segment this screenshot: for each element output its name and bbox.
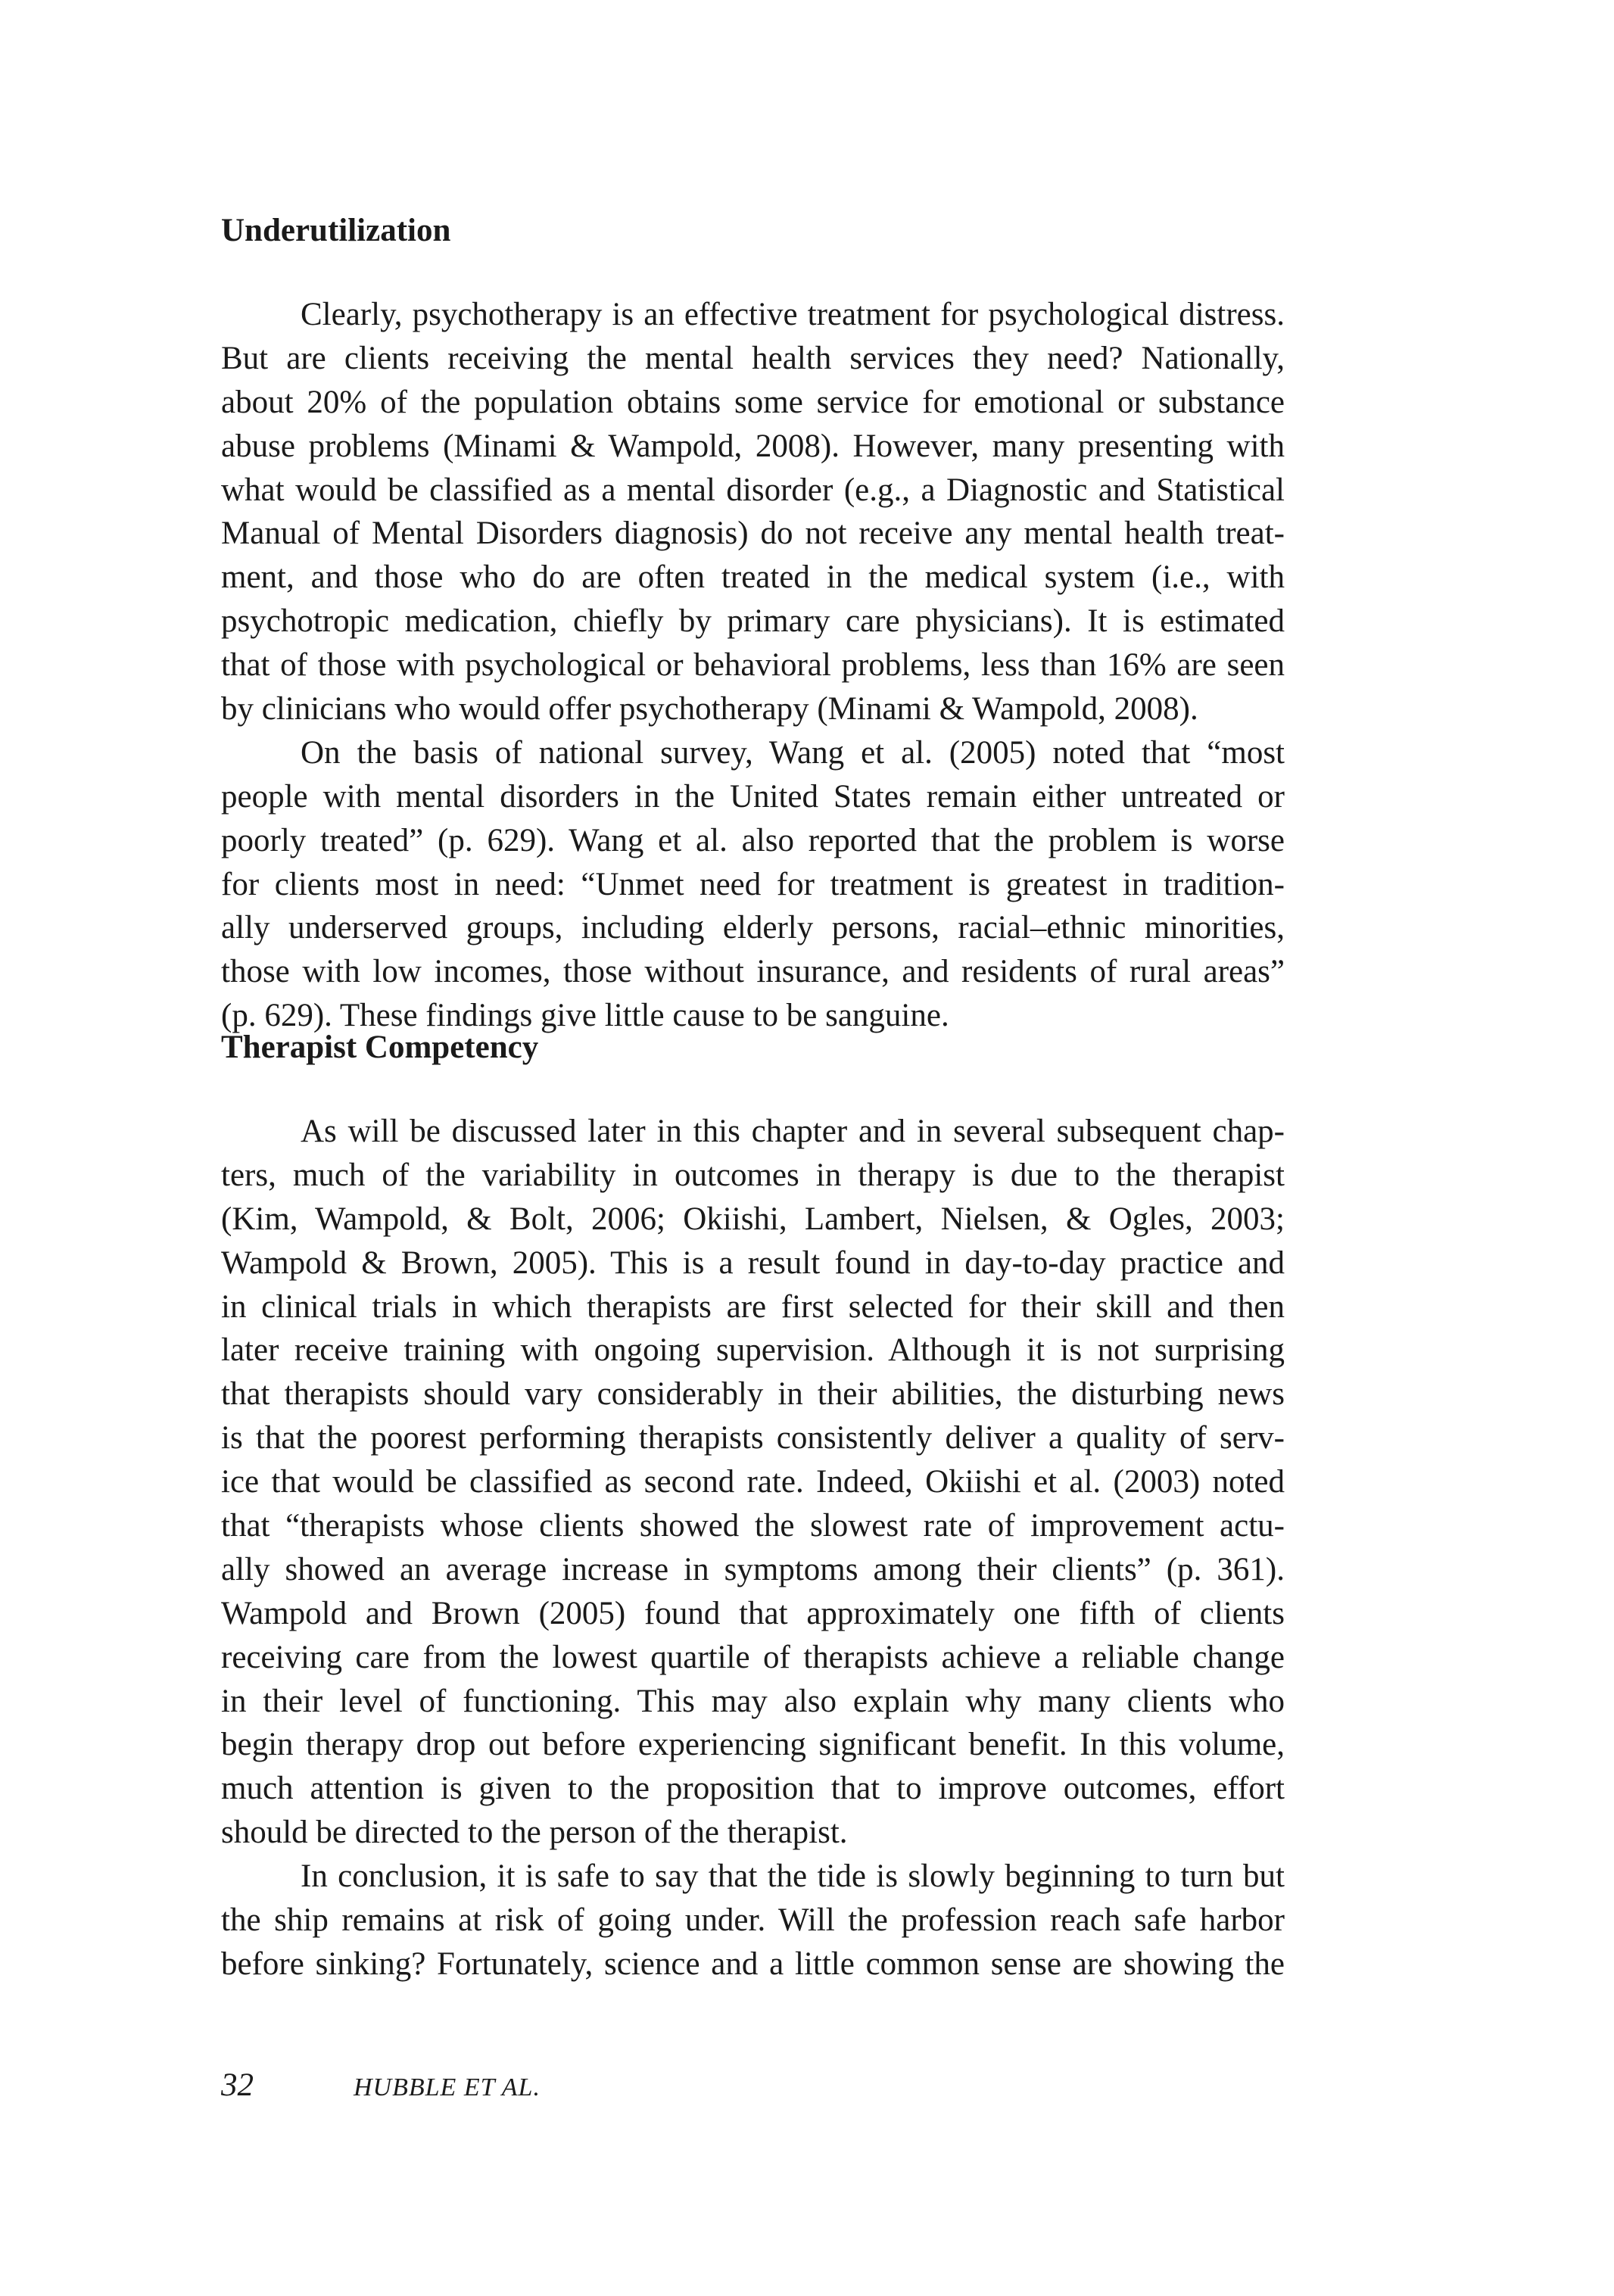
- text-line: is that the poorest performing therapists consistently deliver a quality of serv-: [221, 1420, 1285, 1456]
- section2-paragraph-2: [221, 1855, 1285, 1986]
- text-line: Clearly, psychotherapy is an effective treatment for psychological distress.: [301, 297, 1285, 332]
- text-line: that “therapists whose clients showed the slowest rate of improvement actu-: [221, 1508, 1285, 1544]
- text-line: psychotropic medication, chiefly by primary care physicians). It is estimated: [221, 603, 1285, 640]
- section2-paragraph-1: [221, 1110, 1285, 1855]
- text-line: much attention is given to the proposition that to improve outcomes, effort: [221, 1771, 1285, 1807]
- text-line: As will be discussed later in this chapter and in several subsequent chap-: [301, 1114, 1285, 1149]
- text-line: receiving care from the lowest quartile of therapists achieve a reliable change: [221, 1639, 1285, 1675]
- page-number: 32: [221, 2067, 254, 2103]
- running-head: HUBBLE ET AL.: [354, 2073, 541, 2101]
- text-line: about 20% of the population obtains some service for emotional or substance: [221, 384, 1285, 420]
- section1-paragraph-1: [221, 293, 1285, 731]
- text-line: poorly treated” (p. 629). Wang et al. also reported that the problem is worse: [221, 822, 1285, 858]
- text-line: On the basis of national survey, Wang et al. (2005) noted that “most: [301, 734, 1285, 771]
- section1-body: [221, 293, 1285, 1038]
- text-line: (Kim, Wampold, & Bolt, 2006; Okiishi, Lambert, Nielsen, & Ogles, 2003;: [221, 1201, 1285, 1237]
- text-line: begin therapy drop out before experiencing significant benefit. In this volume,: [221, 1727, 1285, 1763]
- text-line: ment, and those who do are often treated in the medical system (i.e., with: [221, 559, 1285, 596]
- text-line: before sinking? Fortunately, science and a little common sense are showing the: [221, 1946, 1285, 1982]
- text-line: that therapists should vary considerably in their abilities, the disturbing news: [221, 1376, 1285, 1413]
- text-line: Wampold and Brown (2005) found that approximately one fifth of clients: [221, 1595, 1285, 1631]
- text-line: those with low incomes, those without insurance, and residents of rural areas”: [221, 954, 1285, 990]
- text-line: ally showed an average increase in symptoms among their clients” (p. 361).: [221, 1551, 1285, 1587]
- text-line: But are clients receiving the mental health services they need? Nationally,: [221, 340, 1285, 376]
- text-line: that of those with psychological or behavioral problems, less than 16% are seen: [221, 647, 1285, 684]
- section-heading-underutilization: Underutilization: [221, 213, 451, 248]
- text-line: abuse problems (Minami & Wampold, 2008). However, many presenting with: [221, 428, 1285, 464]
- section2-body: [221, 1110, 1285, 1986]
- text-line: should be directed to the person of the therapist.: [221, 1815, 848, 1851]
- text-line: Manual of Mental Disorders diagnosis) do not receive any mental health treat-: [221, 516, 1285, 552]
- text-line: ally underserved groups, including elderly persons, racial–ethnic minorities,: [221, 910, 1285, 946]
- section1-paragraph-2: [221, 731, 1285, 1038]
- text-line: in clinical trials in which therapists are first selected for their skill and then: [221, 1288, 1285, 1325]
- section-heading-therapist-competency: Therapist Competency: [221, 1030, 539, 1065]
- text-line: in their level of functioning. This may also explain why many clients who: [221, 1683, 1285, 1719]
- text-line: the ship remains at risk of going under. Will the profession reach safe harbor: [221, 1902, 1285, 1939]
- text-line: In conclusion, it is safe to say that the tide is slowly beginning to turn but: [301, 1858, 1285, 1895]
- page-footer: [221, 2067, 541, 2104]
- text-line: later receive training with ongoing supervision. Although it is not surprising: [221, 1332, 1285, 1369]
- text-line: ters, much of the variability in outcomes in therapy is due to the therapist: [221, 1157, 1285, 1193]
- text-line: what would be classified as a mental disorder (e.g., a Diagnostic and Statistical: [221, 472, 1285, 508]
- text-line: Wampold & Brown, 2005). This is a result found in day-to-day practice and: [221, 1245, 1285, 1281]
- text-line: for clients most in need: “Unmet need for treatment is greatest in tradition-: [221, 866, 1285, 902]
- text-line: (p. 629). These findings give little cause to be sanguine.: [221, 998, 949, 1034]
- text-line: people with mental disorders in the United States remain either untreated or: [221, 778, 1285, 815]
- text-line: by clinicians who would offer psychotherapy (Minami & Wampold, 2008).: [221, 691, 1198, 727]
- text-line: ice that would be classified as second rate. Indeed, Okiishi et al. (2003) noted: [221, 1464, 1285, 1500]
